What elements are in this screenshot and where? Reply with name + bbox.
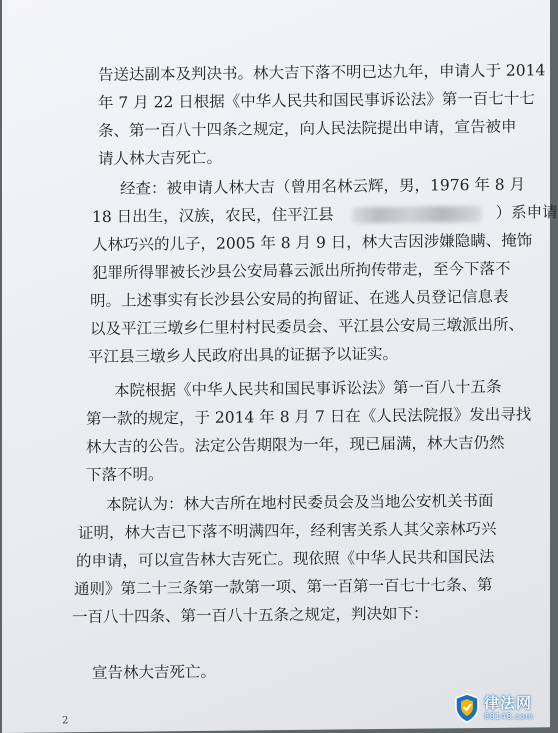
text-line: 一百八十四条、第一百八十五条之规定，判决如下：: [72, 604, 429, 627]
text-line: 人林巧兴的儿子，2005 年 8 月 9 日，林大吉因涉嫌隐瞒、掩饰: [92, 231, 533, 255]
redacted-address: [352, 206, 482, 223]
text-line: 证明，林大吉已下落不明满四年，经利害关系人其父亲林巧兴: [78, 519, 497, 543]
text-segment: 18 日出生，汉族，农民，住平江县: [92, 205, 334, 227]
text-line: 经查：被申请人林大吉（曾用名林云辉，男，1976 年 8 月: [120, 175, 526, 198]
text-line: 林大吉的公告。法定公告期限为一年，现已届满，林大吉仍然: [86, 433, 505, 457]
text-line: 第一款的规定，于 2014 年 8 月 7 日在《人民法院报》发出寻找: [86, 405, 532, 429]
paragraph-5: [2, 654, 550, 688]
text-line: 本院认为：林大吉所在地村民委员会及当地公安机关书面: [106, 491, 494, 514]
site-watermark-logo: [454, 690, 546, 726]
paragraph-4: [2, 486, 550, 632]
paragraph-3: [2, 372, 550, 490]
page-number: 2: [62, 715, 69, 727]
text-line: 犯罪所得罪被长沙县公安局暮云派出所拘传带走，至今下落不: [92, 259, 511, 283]
text-line: 下落不明。: [86, 465, 164, 485]
text-line: 请人林大吉死亡。: [98, 148, 223, 168]
text-segment: ）系申请: [495, 203, 558, 222]
text-line: 平江县三墩乡人民政府出具的证据予以证实。: [88, 344, 399, 367]
text-line: 年 7 月 22 日根据《中华人民共和国民事诉讼法》第一百七十七: [98, 89, 535, 112]
text-line: 的申请，可以宣告林大吉死亡。现依照《中华人民共和国民法: [76, 547, 495, 571]
text-line: 告送达副本及判决书。林大吉下落不明已达九年，申请人于 2014: [98, 61, 546, 84]
watermark-text: [484, 695, 534, 722]
paragraph-2: [2, 170, 558, 372]
text-line: 通则》第二十三条第一款第一项、第一百第一百七十七条、第: [74, 575, 493, 599]
document-page: [2, 0, 558, 733]
paragraph-1: [2, 56, 550, 174]
watermark-url: 88148.com: [484, 711, 534, 721]
text-line: 明。上述事实有长沙县公安局的拘留证、在逃人员登记信息表: [90, 287, 509, 311]
text-line: 条、第一百八十四条之规定，向人民法院提出申请，宣告被申: [98, 117, 517, 140]
text-line: 以及平江三墩乡仁里村村民委员会、平江县公安局三墩派出所、: [90, 315, 525, 339]
shield-icon: [454, 693, 480, 723]
watermark-name: 律法网: [484, 693, 533, 712]
text-line: 宣告林大吉死亡。: [92, 662, 217, 683]
text-line: 本院根据《中华人民共和国民事诉讼法》第一百八十五条: [114, 377, 502, 400]
